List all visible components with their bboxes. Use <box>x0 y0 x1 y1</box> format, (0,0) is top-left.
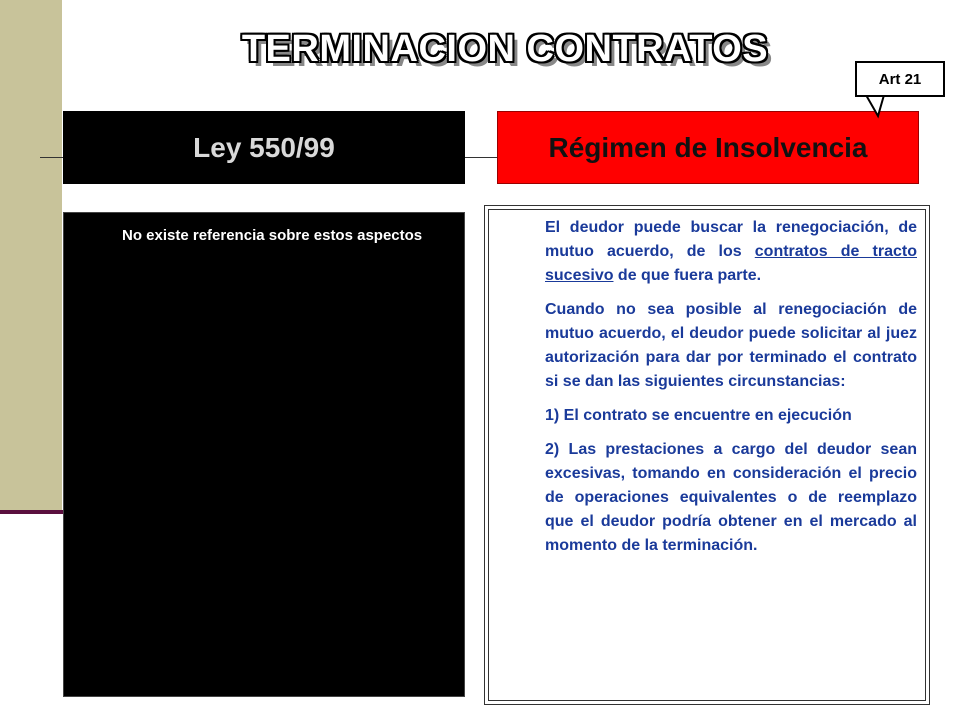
title-container <box>0 28 960 71</box>
ley-550-content-panel <box>63 212 465 697</box>
side-accent-bar <box>0 0 62 510</box>
header-ley-550 <box>63 111 465 184</box>
header-ley-550-label: Ley 550/99 <box>193 131 335 163</box>
insolvencia-paragraph-1 <box>545 216 917 288</box>
connector-line-middle <box>465 157 497 158</box>
connector-line-left <box>40 157 64 158</box>
page-title: TERMINACION CONTRATOS <box>241 28 769 70</box>
ley-550-text: No existe referencia sobre estos aspectos <box>122 227 423 244</box>
insolvencia-text <box>545 216 917 568</box>
header-regimen-insolvencia-label: Régimen de Insolvencia <box>548 131 868 163</box>
paragraph-1-text-end: de que fuera parte. <box>613 267 762 284</box>
side-accent-underline <box>0 510 64 514</box>
insolvencia-content-panel <box>484 205 930 705</box>
header-regimen-insolvencia <box>497 111 919 184</box>
insolvencia-paragraph-2: Cuando no sea posible al renegociación de mutuo acuerdo, el deudor puede solicitar al juez autorización para dar por terminado el contrato si se dan las siguientes circunstancias: <box>545 301 917 390</box>
insolvencia-paragraph-4: 2) Las prestaciones a cargo del deudor sean excesivas, tomando en consideración el precio de operaciones equivalentes o de reemplazo que el deudor podría obtener en el mercado al momento de la terminación. <box>545 441 917 554</box>
insolvencia-paragraph-3: 1) El contrato se encuentre en ejecución <box>545 407 852 424</box>
article-callout <box>855 61 945 97</box>
tracto-sucesivo-link[interactable]: contratos de tracto sucesivo <box>545 243 917 284</box>
paragraph-1-text-start: El deudor puede buscar la renegociación, de mutuo acuerdo, de los <box>545 219 917 260</box>
article-callout-label: Art 21 <box>878 70 922 88</box>
